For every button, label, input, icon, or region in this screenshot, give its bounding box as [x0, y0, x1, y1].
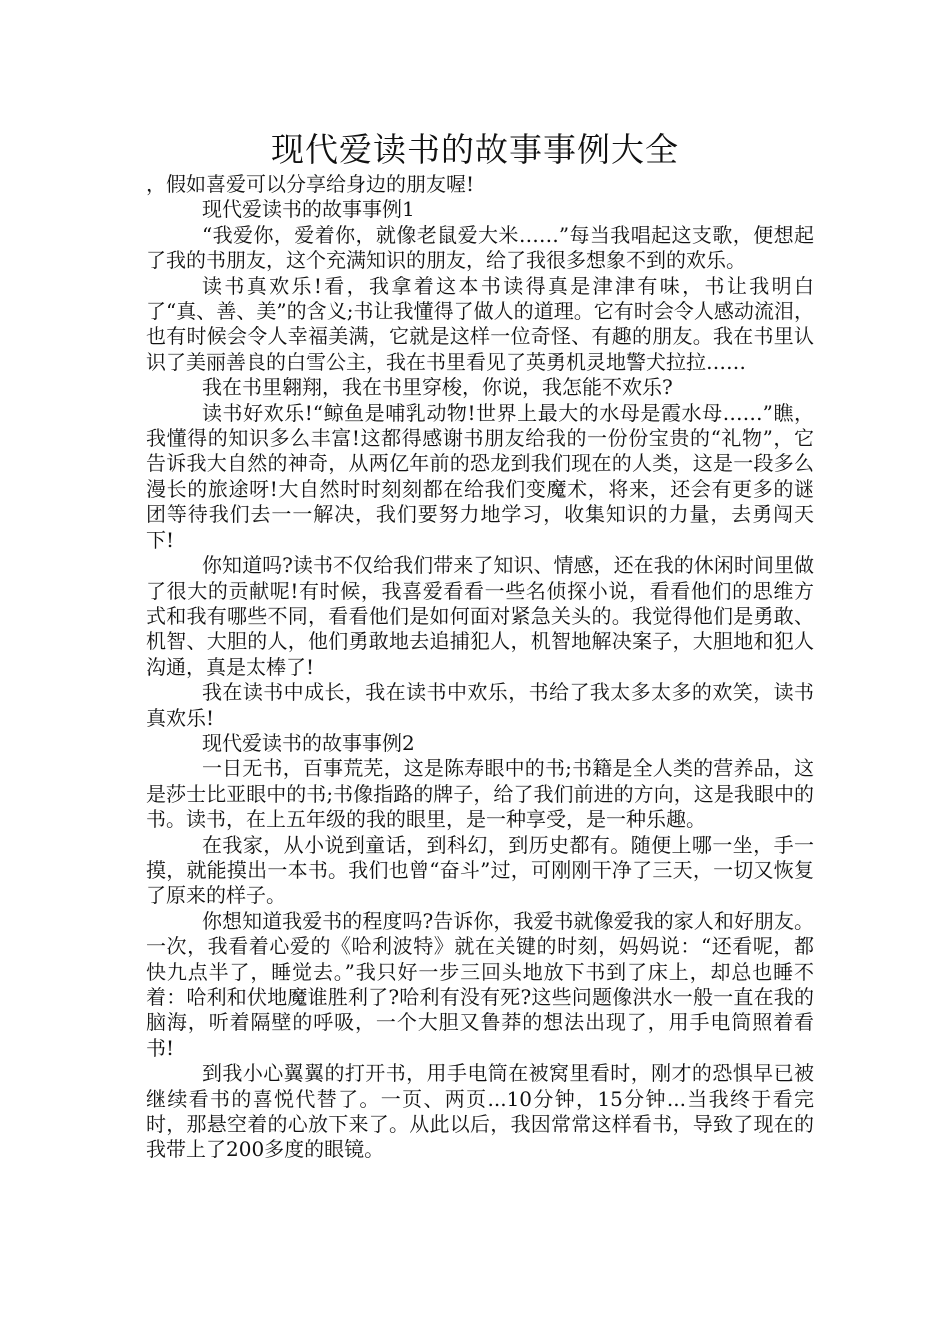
paragraph: 一日无书，百事荒芜，这是陈寿眼中的书;书籍是全人类的营养品，这是莎士比亚眼中的书;书像指路的牌子，给了我们前进的方向，这是我眼中的书。读书，在上五年级的我的眼里，是一种享受，是一种乐趣。 [146, 756, 814, 832]
paragraph: 你知道吗?读书不仅给我们带来了知识、情感，还在我的休闲时间里做了很大的贡献呢!有时候，我喜爱看看一些名侦探小说，看看他们的思维方式和我有哪些不同，看看他们是如何面对紧急关头的。我觉得他们是勇敢、机智、大胆的人，他们勇敢地去追捕犯人，机智地解决案子，大胆地和犯人沟通，真是太棒了! [146, 553, 814, 679]
paragraph-intro: ，假如喜爱可以分享给身边的朋友喔! [146, 172, 475, 196]
page-title: 现代爱读书的故事事例大全 [271, 130, 679, 169]
document-body [146, 172, 814, 1163]
paragraph: 我在书里翱翔，我在书里穿梭，你说，我怎能不欢乐? [202, 375, 673, 400]
section-heading-2: 现代爱读书的故事事例2 [202, 730, 415, 755]
paragraph: 我在读书中成长，我在读书中欢乐，书给了我太多太多的欢笑，读书真欢乐! [146, 680, 814, 730]
section-heading-1: 现代爱读书的故事事例1 [202, 197, 415, 222]
paragraph: 读书好欢乐!“鲸鱼是哺乳动物!世界上最大的水母是霞水母……”瞧，我懂得的知识多么丰富!这都得感谢书朋友给我的一份份宝贵的“礼物”，它告诉我大自然的神奇，从两亿年前的恐龙到我们现在的人类，这是一段多么漫长的旅途呀!大自然时时刻刻都在给我们变魔术，将来，还会有更多的谜团等待我们去一一解决，我们要努力地学习，收集知识的力量，去勇闯天下! [146, 400, 814, 552]
paragraph: 读书真欢乐!看，我拿着这本书读得真是津津有味，书让我明白了“真、善、美”的含义;书让我懂得了做人的道理。它有时会令人感动流泪，也有时候会令人幸福美满，它就是这样一位奇怪、有趣的朋友。我在书里认识了美丽善良的白雪公主，我在书里看见了英勇机灵地警犬拉拉…… [146, 273, 814, 374]
paragraph: “我爱你，爱着你，就像老鼠爱大米……”每当我唱起这支歌，便想起了我的书朋友，这个充满知识的朋友，给了我很多想象不到的欢乐。 [146, 222, 814, 273]
paragraph: 在我家，从小说到童话，到科幻，到历史都有。随便上哪一坐，手一摸，就能摸出一本书。我们也曾“奋斗”过，可刚刚干净了三天，一切又恢复了原来的样子。 [146, 832, 814, 908]
paragraph: 你想知道我爱书的程度吗?告诉你，我爱书就像爱我的家人和好朋友。一次，我看着心爱的《哈利波特》就在关键的时刻，妈妈说：“还看呢，都快九点半了，睡觉去。”我只好一步三回头地放下书到了床上，却总也睡不着：哈利和伏地魔谁胜利了?哈利有没有死?这些问题像洪水一般一直在我的脑海，听着隔壁的呼吸，一个大胆又鲁莽的想法出现了，用手电筒照着看书! [146, 908, 814, 1060]
paragraph: 到我小心翼翼的打开书，用手电筒在被窝里看时，刚才的恐惧早已被继续看书的喜悦代替了。一页、两页...10分钟，15分钟...当我终于看完时，那悬空着的心放下来了。从此以后，我因常常这样看书，导致了现在的我带上了200多度的眼镜。 [146, 1061, 814, 1162]
